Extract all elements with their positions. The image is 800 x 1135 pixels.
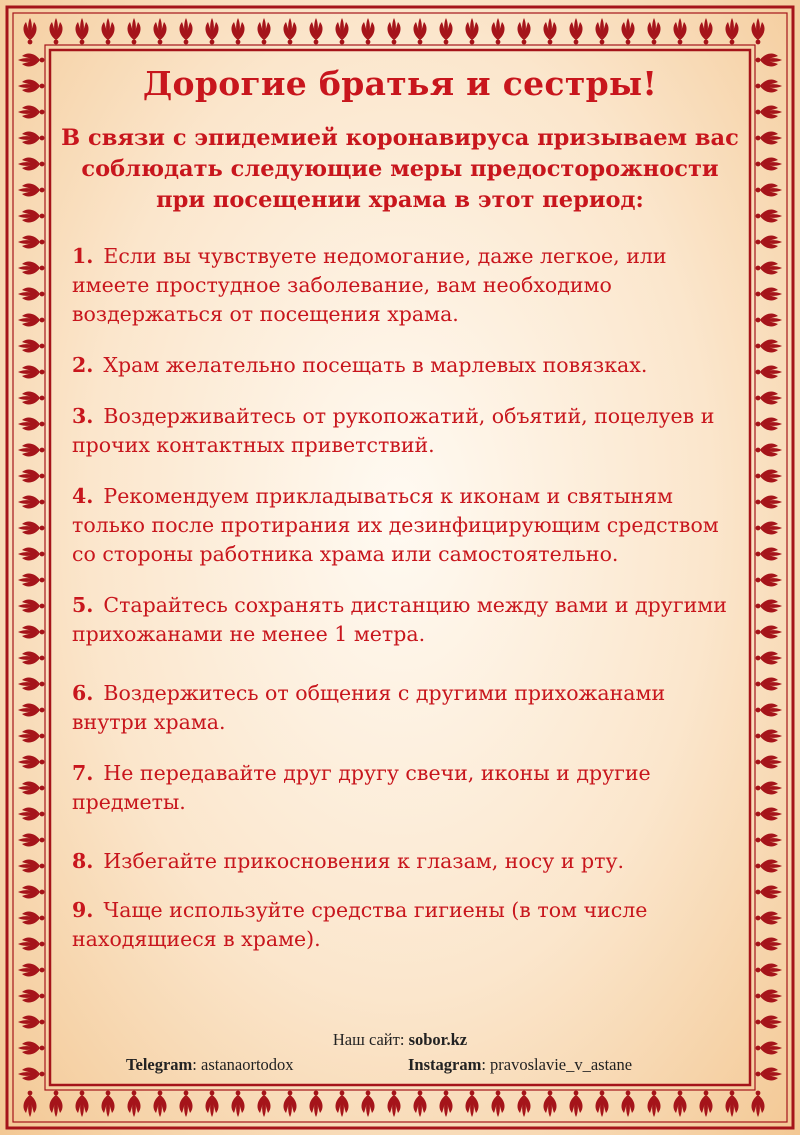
ornament-palmette [18, 885, 44, 898]
ornament-palmette [309, 1091, 322, 1117]
telegram-contact[interactable] [126, 1055, 294, 1075]
ornament-palmette [101, 1091, 114, 1117]
ornament-palmette [517, 18, 530, 44]
rule-number: 2. [72, 353, 94, 377]
ornament-palmette [756, 651, 782, 664]
ornament-palmette [756, 469, 782, 482]
rule-text: Чаще используйте средства гигиены (в том числе находящиеся в храме). [72, 898, 648, 951]
instagram-label: Instagram [408, 1055, 482, 1074]
ornament-palmette [49, 18, 62, 44]
ornament-palmette [257, 1091, 270, 1117]
ornament-palmette [18, 105, 44, 118]
ornament-palmette [756, 209, 782, 222]
subtitle-line: соблюдать следующие меры предосторожности [81, 156, 719, 182]
rule-number: 8. [72, 849, 94, 873]
ornament-palmette [387, 18, 400, 44]
ornament-palmette [23, 18, 36, 44]
rule-item [72, 482, 740, 569]
ornament-palmette [756, 235, 782, 248]
rule-item [72, 351, 740, 380]
ornament-palmette [361, 18, 374, 44]
ornament-palmette [595, 18, 608, 44]
ornament-palmette [413, 1091, 426, 1117]
ornament-palmette [18, 131, 44, 144]
ornament-palmette [699, 1091, 712, 1117]
ornament-palmette [205, 18, 218, 44]
ornament-palmette [18, 521, 44, 534]
ornament-palmette [257, 18, 270, 44]
site-label: Наш сайт: [332, 1030, 405, 1049]
ornament-palmette [647, 1091, 660, 1117]
ornament-palmette [756, 417, 782, 430]
ornament-palmette [18, 677, 44, 690]
rule-item [72, 847, 740, 876]
ornament-palmette [756, 885, 782, 898]
ornament-palmette [756, 391, 782, 404]
ornament-palmette [18, 261, 44, 274]
rule-number: 3. [72, 404, 94, 428]
poster-content [60, 58, 740, 1088]
rule-item [72, 591, 740, 649]
ornament-palmette [756, 625, 782, 638]
ornament-palmette [18, 625, 44, 638]
telegram-label: Telegram [126, 1055, 193, 1074]
ornament-palmette [18, 53, 44, 66]
ornament-palmette [756, 183, 782, 196]
ornament-palmette [413, 18, 426, 44]
ornament-palmette [439, 1091, 452, 1117]
ornament-palmette [18, 469, 44, 482]
ornament-palmette [699, 18, 712, 44]
ornament-palmette [751, 1091, 764, 1117]
ornament-palmette [621, 1091, 634, 1117]
ornament-palmette [647, 18, 660, 44]
ornament-palmette [18, 287, 44, 300]
ornament-palmette [18, 79, 44, 92]
ornament-palmette [335, 1091, 348, 1117]
ornament-palmette [595, 1091, 608, 1117]
ornament-palmette [283, 1091, 296, 1117]
ornament-palmette [756, 807, 782, 820]
ornament-palmette [569, 18, 582, 44]
rule-text: Воздержитесь от общения с другими прихожанами внутри храма. [72, 681, 666, 734]
ornament-palmette [231, 18, 244, 44]
ornament-palmette [439, 18, 452, 44]
ornament-palmette [18, 313, 44, 326]
ornament-palmette [101, 18, 114, 44]
ornament-palmette [756, 781, 782, 794]
ornament-palmette [756, 1067, 782, 1080]
rule-item [72, 896, 740, 954]
rule-text: Воздерживайтесь от рукопожатий, объятий, поцелуев и прочих контактных приветствий. [72, 404, 715, 457]
ornament-palmette [465, 18, 478, 44]
ornament-palmette [18, 1041, 44, 1054]
ornament-palmette [127, 18, 140, 44]
footer-site [60, 1030, 740, 1050]
ornament-palmette [725, 1091, 738, 1117]
page-title: Дорогие братья и сестры! [142, 64, 658, 103]
ornament-palmette [231, 1091, 244, 1117]
ornament-palmette [491, 1091, 504, 1117]
ornament-palmette [18, 495, 44, 508]
rules-list [60, 242, 740, 954]
ornament-palmette [543, 18, 556, 44]
ornament-palmette [756, 703, 782, 716]
ornament-palmette [23, 1091, 36, 1117]
ornament-palmette [756, 261, 782, 274]
telegram-handle: : astanaortodox [192, 1055, 294, 1074]
ornament-palmette [756, 755, 782, 768]
rule-number: 6. [72, 681, 94, 705]
ornament-palmette [756, 495, 782, 508]
ornament-palmette [18, 963, 44, 976]
ornament-palmette [309, 18, 322, 44]
ornament-palmette [673, 1091, 686, 1117]
ornament-palmette [756, 677, 782, 690]
ornament-palmette [756, 365, 782, 378]
ornament-palmette [517, 1091, 530, 1117]
rule-text: Храм желательно посещать в марлевых повязках. [103, 353, 648, 377]
ornament-palmette [756, 157, 782, 170]
ornament-palmette [725, 18, 738, 44]
ornament-palmette [756, 339, 782, 352]
ornament-palmette [18, 339, 44, 352]
site-link[interactable]: sobor.kz [408, 1030, 468, 1049]
ornament-palmette [756, 599, 782, 612]
subtitle-line: при посещении храма в этот период: [156, 187, 644, 213]
ornament-palmette [569, 1091, 582, 1117]
subtitle [60, 123, 740, 216]
ornament-palmette [283, 18, 296, 44]
ornament-palmette [18, 781, 44, 794]
ornament-palmette [18, 833, 44, 846]
ornament-palmette [49, 1091, 62, 1117]
ornament-palmette [491, 18, 504, 44]
ornament-palmette [756, 105, 782, 118]
ornament-palmette [335, 18, 348, 44]
rule-number: 7. [72, 761, 94, 785]
rule-text: Рекомендуем прикладываться к иконам и святыням только после протирания их дезинфицирующим средством со стороны работника храма или самостоятельно. [72, 484, 719, 566]
ornament-palmette [18, 157, 44, 170]
rule-text: Избегайте прикосновения к глазам, носу и рту. [103, 849, 625, 873]
ornament-palmette [18, 417, 44, 430]
rule-item [72, 402, 740, 460]
ornament-palmette [756, 53, 782, 66]
ornament-palmette [756, 963, 782, 976]
ornament-palmette [18, 365, 44, 378]
rule-item [72, 759, 740, 817]
ornament-palmette [153, 1091, 166, 1117]
ornament-palmette [465, 1091, 478, 1117]
ornament-palmette [756, 833, 782, 846]
ornament-palmette [75, 1091, 88, 1117]
ornament-palmette [18, 547, 44, 560]
ornament-palmette [756, 911, 782, 924]
subtitle-line: В связи с эпидемией коронавируса призываем вас [61, 125, 739, 151]
ornament-palmette [18, 859, 44, 872]
ornament-palmette [756, 79, 782, 92]
ornament-palmette [179, 18, 192, 44]
ornament-palmette [361, 1091, 374, 1117]
ornament-palmette [18, 443, 44, 456]
ornament-palmette [18, 573, 44, 586]
ornament-palmette [18, 911, 44, 924]
rule-number: 4. [72, 484, 94, 508]
ornament-palmette [756, 313, 782, 326]
ornament-palmette [75, 18, 88, 44]
ornament-palmette [18, 235, 44, 248]
ornament-palmette [153, 18, 166, 44]
instagram-contact[interactable] [408, 1055, 632, 1075]
rule-text: Не передавайте друг другу свечи, иконы и другие предметы. [72, 761, 651, 814]
rule-number: 9. [72, 898, 94, 922]
ornament-palmette [751, 18, 764, 44]
ornament-palmette [756, 937, 782, 950]
ornament-palmette [18, 703, 44, 716]
rule-text: Если вы чувствуете недомогание, даже легкое, или имеете простудное заболевание, вам необходимо воздержаться от посещения храма. [72, 244, 667, 326]
ornament-palmette [756, 859, 782, 872]
ornament-palmette [756, 729, 782, 742]
ornament-palmette [756, 573, 782, 586]
ornament-palmette [18, 729, 44, 742]
ornament-palmette [205, 1091, 218, 1117]
ornament-palmette [756, 1041, 782, 1054]
rule-number: 5. [72, 593, 94, 617]
ornament-palmette [18, 599, 44, 612]
ornament-palmette [756, 989, 782, 1002]
rule-number: 1. [72, 244, 94, 268]
ornament-palmette [18, 1015, 44, 1028]
ornament-palmette [18, 989, 44, 1002]
ornament-palmette [621, 18, 634, 44]
ornament-palmette [387, 1091, 400, 1117]
ornament-palmette [127, 1091, 140, 1117]
ornament-palmette [673, 18, 686, 44]
ornament-palmette [18, 651, 44, 664]
ornament-palmette [18, 1067, 44, 1080]
ornament-palmette [756, 131, 782, 144]
ornament-palmette [179, 1091, 192, 1117]
ornament-palmette [756, 547, 782, 560]
rule-item [72, 242, 740, 329]
ornament-palmette [18, 937, 44, 950]
instagram-handle: : pravoslavie_v_astane [481, 1055, 633, 1074]
ornament-palmette [756, 1015, 782, 1028]
rule-text: Старайтесь сохранять дистанцию между вами и другими прихожанами не менее 1 метра. [72, 593, 727, 646]
ornament-palmette [756, 443, 782, 456]
ornament-palmette [543, 1091, 556, 1117]
ornament-palmette [756, 521, 782, 534]
rule-item [72, 679, 740, 737]
ornament-palmette [756, 287, 782, 300]
ornament-palmette [18, 755, 44, 768]
ornament-palmette [18, 209, 44, 222]
ornament-palmette [18, 391, 44, 404]
ornament-palmette [18, 183, 44, 196]
ornament-palmette [18, 807, 44, 820]
